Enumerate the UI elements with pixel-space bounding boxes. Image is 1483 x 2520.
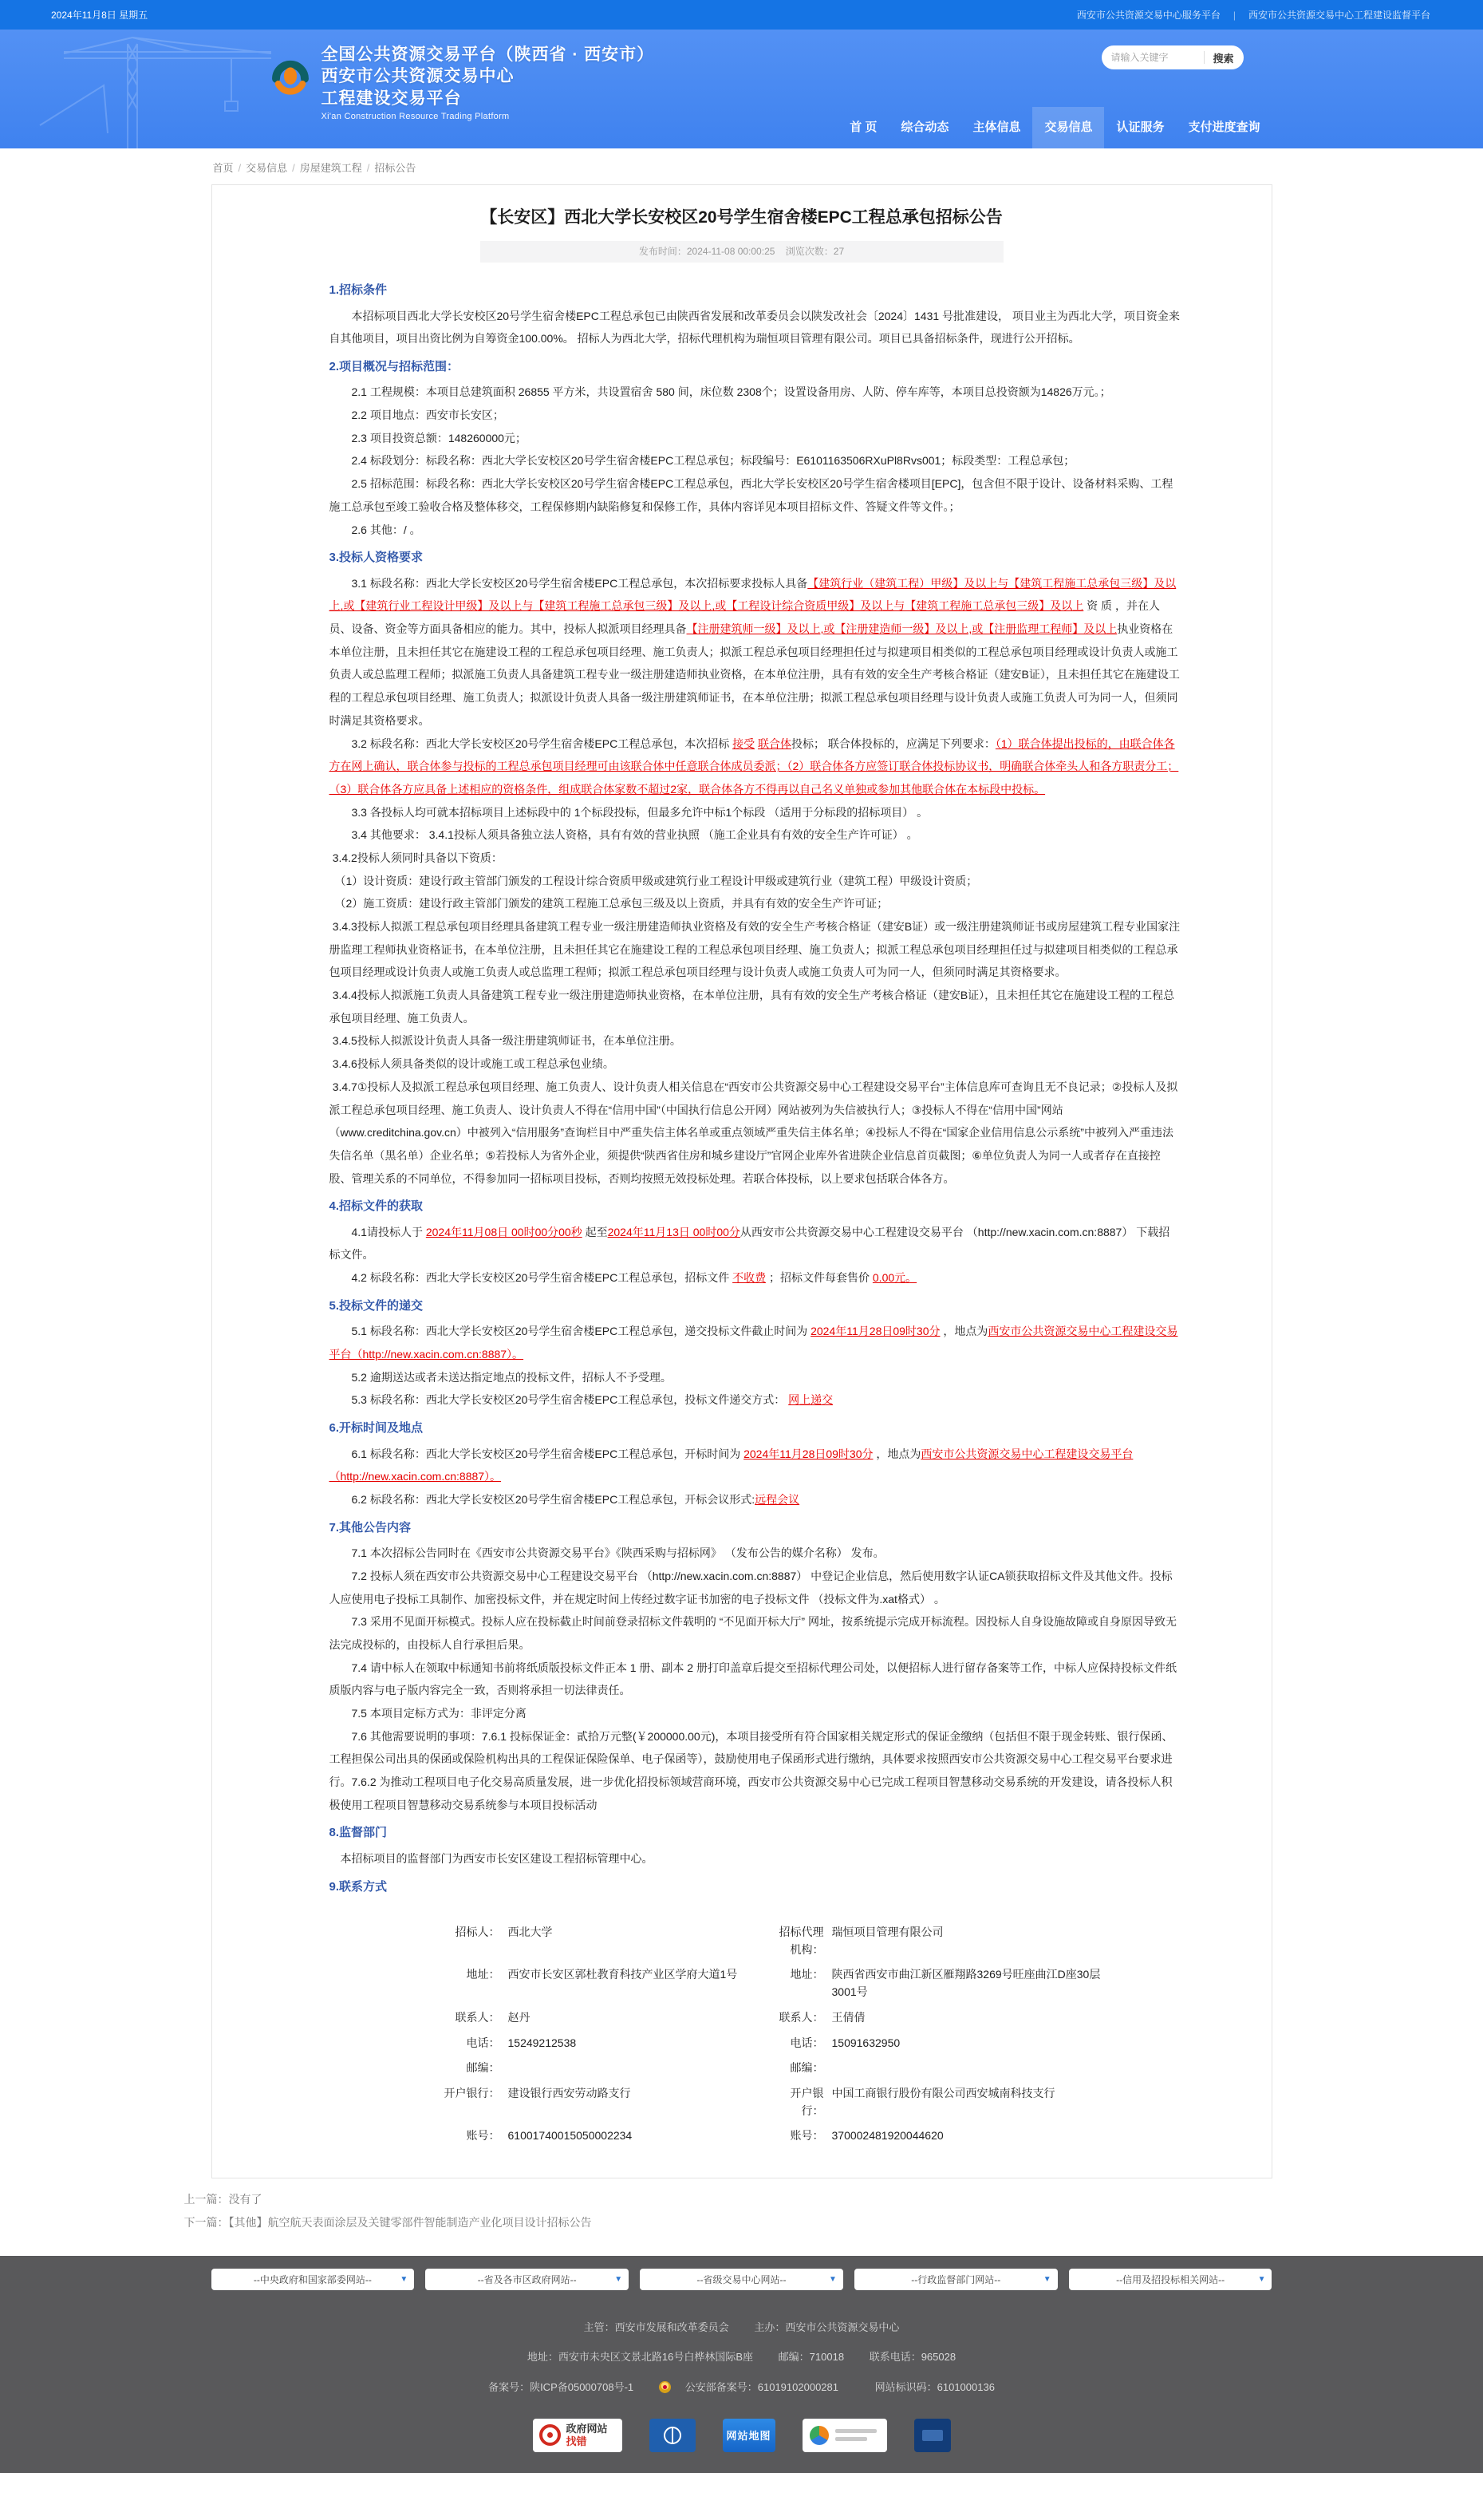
footer-link-select-0[interactable] [211, 2269, 415, 2290]
footer-supervisor: 主管：西安市发展和改革委员会 [583, 2321, 729, 2333]
current-date: 2024年11月8日 星期五 [51, 10, 148, 21]
view-count: 浏览次数：27 [785, 246, 845, 257]
emphasis-red-text: 网上递交 [788, 1393, 834, 1407]
contact-value: 西安市长安区郭杜教育科技产业区学府大道1号 [507, 1968, 738, 1981]
breadcrumb-item-2[interactable]: 房屋建筑工程 [299, 162, 362, 174]
nav-item-认证服务[interactable]: 认证服务 [1116, 120, 1165, 134]
body-text: 3.4 其他要求： 3.4.1投标人须具备独立法人资格，具有有效的营业执照 （施工企业具有有效的安全生产许可证） 。 [351, 828, 918, 842]
mini-badge-icon [922, 2430, 943, 2441]
contact-label: 邮编： [466, 2061, 500, 2075]
section-heading-4: 4.招标文件的获取 [329, 1199, 424, 1214]
breadcrumb-separator: / [366, 162, 370, 174]
body-text: 7.5 本项目定标方式为：非评定分离 [351, 1706, 527, 1720]
footer-organizer: 主办：西安市公共资源交易中心 [754, 2321, 900, 2333]
police-emblem-icon [659, 2381, 671, 2393]
footer-link-select-3[interactable] [854, 2269, 1058, 2290]
contact-value [829, 2056, 1103, 2081]
nav-item-首页[interactable]: 首 页 [850, 120, 878, 134]
body-text: 2.6 其他：/ 。 [351, 523, 421, 536]
announcement-paragraph [329, 1657, 1181, 1702]
contact-value [505, 2056, 768, 2081]
chevron-down-icon: ▼ [1043, 2274, 1051, 2284]
supervision-platform-link[interactable]: 西安市公共资源交易中心工程建设监督平台 [1248, 10, 1430, 21]
chevron-down-icon: ▼ [400, 2274, 408, 2284]
link-separator: | [1233, 9, 1236, 21]
contact-label: 联系人： [779, 2010, 824, 2024]
footer-link-select-1[interactable] [425, 2269, 629, 2290]
site-title-line3: 工程建设交易平台 [321, 89, 462, 108]
breadcrumb-separator: / [292, 162, 295, 174]
announcement-paragraph [329, 847, 1181, 870]
emphasis-red-text: 2024年11月08日 00时00分00秒 [425, 1225, 582, 1238]
body-text: 从西安市公共资源交易中心工程建设交易平台 （http://new.xacin.com.cn:8887） 下载招标文件。 [329, 1225, 1170, 1262]
body-text: 5.3 标段名称：西北大学长安校区20号学生宿舍楼EPC工程总承包，投标文件递交方式： [351, 1393, 789, 1407]
body-text: 2.2 项目地点：西安市长安区； [351, 409, 504, 422]
announcement-paragraph [329, 1443, 1181, 1488]
announcement-paragraph [329, 984, 1181, 1029]
footer-select-label: --信用及招投标相关网站-- [1116, 2273, 1225, 2285]
contact-value: 瑞恒项目管理有限公司 [831, 1926, 944, 1939]
footer-phone: 联系电话：965028 [869, 2351, 956, 2364]
footer-link-select-2[interactable] [640, 2269, 843, 2290]
body-text: 3.3 各投标人均可就本招标项目上述标段中的 1个标段投标，但最多允许中标1个标段 （适用于分标段的招标项目） 。 [351, 805, 929, 819]
body-text: （2）施工资质：建设行政主管部门颁发的建筑工程施工总承包三级及以上资质，并具有有效的安全生产许可证； [334, 897, 889, 910]
emblem-globe-icon [664, 2427, 681, 2444]
site-header [0, 30, 1483, 148]
announcement-paragraph [329, 733, 1181, 801]
chevron-down-icon: ▼ [1257, 2274, 1266, 2284]
body-text: 起至 [582, 1225, 608, 1238]
section-heading-7: 7.其他公告内容 [329, 1520, 412, 1535]
friendly-links-selects [211, 2269, 1272, 2290]
body-text: 7.6 其他需要说明的事项：7.6.1 投标保证金：貳拾万元整(￥200000.00元)，本项目接受所有符合国家相关规定形式的保证金缴纳（包括但不限于现金转账、银行保函、工程担保公司出具的保函或保险机构出具的工程保证保险保单、电子保函等），鼓励使用电子保函形式进行缴纳，具体要求按照西安市公共资源交易中心工程交易平台要求进行。7.6.2 为推动工程项目电子化交易高质量发展，进一步优化招投标领域营商环境，西安市公共资源交易中心已完成工程项目智慧移动交易系统的开发建设，请各投标人积极使用工程项目智慧移动交易系统参与本项目投标活动 [329, 1729, 1173, 1811]
announcement-paragraph [329, 449, 1181, 472]
body-text: 3.2 标段名称：西北大学长安校区20号学生宿舍楼EPC工程总承包，本次招标 [351, 737, 733, 750]
shaanxi-platform-logo-icon [810, 2426, 829, 2445]
footer-badges [0, 2403, 1483, 2473]
contact-value: 陕西省西安市曲江新区雁翔路3269号旺座曲江D座30层3001号 [831, 1968, 1101, 1999]
site-title-line2: 西安市公共资源交易中心 [321, 67, 515, 86]
announcement-paragraph [329, 1076, 1181, 1190]
announcement-paragraph [329, 824, 1181, 847]
platform-logo-icon [269, 44, 312, 97]
section-heading-2: 2.项目概况与招标范围： [329, 359, 459, 373]
emphasis-red-text: 2024年11月28日09时30分 [811, 1325, 941, 1338]
body-text: 5.1 标段名称：西北大学长安校区20号学生宿舍楼EPC工程总承包，递交投标文件截止时间为 [351, 1325, 811, 1338]
article-pager [184, 2186, 1300, 2256]
body-text: 5.2 逾期送达或者未送达指定地点的投标文件，招标人不予受理。 [351, 1370, 672, 1384]
footer-info [0, 2313, 1483, 2403]
announcement-body [212, 263, 1272, 1909]
body-text: 3.4.4投标人拟派施工负责人具备建筑工程专业一级注册建造师执业资格，在本单位注册，具有有效的安全生产考核合格证（建安B证），且未担任其它在施建设工程的工程总承包项目经理、施工负责人。 [329, 989, 1175, 1025]
site-title-line1: 全国公共资源交易平台（陕西省 · 西安市） [321, 45, 655, 64]
emphasis-red-text: 【注册建筑师一级】及以上,或【注册建造师一级】及以上,或【注册监理工程师】及以上 [686, 622, 1118, 636]
body-text: 资 质 ，并在人员、设备、资金等方面具备相应的能力。其中，投标人拟派项目经理具备 [329, 599, 1160, 636]
breadcrumb-item-3[interactable]: 招标公告 [374, 162, 416, 174]
body-text: ；招标文件每套售价 [766, 1271, 873, 1285]
contact-value: 王倩倩 [831, 2010, 866, 2024]
announcement-paragraph [329, 1388, 1181, 1412]
emphasis-red-text: 联合体 [758, 737, 791, 750]
emphasis-red-text: 不收费 [732, 1271, 767, 1285]
announcement-paragraph [329, 892, 1181, 915]
contact-label: 电话： [466, 2036, 500, 2049]
section-heading-1: 1.招标条件 [329, 283, 388, 297]
body-text: 7.1 本次招标公告同时在《西安市公共资源交易平台》《陕西采购与招标网》 （发布公告的媒介名称） 发布。 [351, 1546, 885, 1560]
announcement-paragraph [329, 404, 1181, 427]
site-footer [0, 2256, 1483, 2473]
announcement-paragraph [329, 915, 1181, 984]
breadcrumb-item-0[interactable]: 首页 [212, 162, 234, 174]
contact-value: 370002481920044620 [831, 2129, 944, 2143]
footer-select-label: --中央政府和国家部委网站-- [253, 2273, 372, 2285]
contact-table [212, 1920, 1272, 2149]
announcement-paragraph [329, 1725, 1181, 1817]
emphasis-red-text: （1）联合体提出投标的，由联合体各方在网上确认，联合体参与投标的工程总承包项目经理可由该联合体中任意联合体成员委派；（2）联合体各方应签订联合体投标协议书，明确联合体牵头人和各方职责分工；（3）联合体各方应具备上述相应的资格条件，组成联合体家数不超过2家，联合体各方不得再以自己名义单独或参加其他联合体在本标段中投标。 [329, 737, 1179, 796]
contact-value: 15249212538 [507, 2036, 577, 2049]
body-text: 6.2 标段名称：西北大学长安校区20号学生宿舍楼EPC工程总承包，开标会议形式: [351, 1492, 755, 1506]
nav-item-支付进度查询[interactable]: 支付进度查询 [1188, 120, 1260, 134]
announcement-paragraph [329, 870, 1181, 893]
contact-value: 赵丹 [507, 2010, 530, 2024]
contact-value: 61001740015050002234 [507, 2129, 633, 2143]
breadcrumb-item-1[interactable]: 交易信息 [246, 162, 288, 174]
section-heading-6: 6.开标时间及地点 [329, 1421, 424, 1436]
contact-label: 账号： [466, 2129, 500, 2143]
contact-value: 西北大学 [507, 1926, 553, 1939]
announcement-paragraph [329, 572, 1181, 733]
footer-select-label: --行政监督部门网站-- [911, 2273, 1001, 2285]
announcement-paragraph [329, 1565, 1181, 1610]
body-text: 3.4.7①投标人及拟派工程总承包项目经理、施工负责人、设计负责人相关信息在“西安市公共资源交易中心工程建设交易平台”主体信息库可查询且无不良记录；②投标人及拟派工程总承包项目经理、施工负责人、设计负责人不得在“信用中国”（中国执行信息公开网）网站被列为失信被执行人；③投标人不得在“信用中国”网站（www.creditchina.gov.cn）中被列入“信用服务”查询栏目中严重失信主体名单或重点领域严重失信主体名单；④投标人不得在“国家企业信用信息公示系统”中被列入严重违法失信名单（黑名单）企业名单；⑤若投标人为省外企业，须提供“陕西省住房和城乡建设厅”官网企业库外省进陕企业信息首页截图；⑥单位负责人为同一人或者存在直接控股、管理关系的不同单位，不得参加同一招标项目投标，否则均按照无效投标处理。若联合体投标，以上要求包括联合体各方。 [329, 1080, 1178, 1185]
blue-emblem-badge[interactable] [649, 2419, 696, 2452]
emphasis-red-text: 【建筑行业（建筑工程）甲级】及以上与【建筑工程施工总承包三级】及以上,或【建筑行业工程设计甲级】及以上与【建筑工程施工总承包三级】及以上,或【工程设计综合资质甲级】及以上与【建筑工程施工总承包三级】及以上 [329, 576, 1177, 613]
announcement-paragraph [329, 1366, 1181, 1389]
announcement-paragraph [329, 1029, 1181, 1053]
announcement-paragraph [329, 519, 1181, 542]
contact-value: 建设银行西安劳动路支行 [507, 2086, 631, 2099]
footer-select-label: --省级交易中心网站-- [696, 2273, 787, 2285]
site-brand [269, 44, 655, 122]
breadcrumb-separator: / [238, 162, 242, 174]
contact-label: 邮编： [790, 2061, 824, 2075]
contact-label: 电话： [790, 2036, 824, 2049]
announcement-paragraph [329, 1847, 1181, 1870]
gov-site-error-report-badge[interactable]: 政府网站 找错 [533, 2419, 622, 2452]
contact-label: 联系人： [455, 2010, 500, 2024]
body-text: ，地点为 [940, 1325, 988, 1338]
announcement-paragraph [329, 1266, 1181, 1290]
announcement-paragraph [329, 381, 1181, 404]
announcement-paragraph [329, 1488, 1181, 1511]
breadcrumb [211, 148, 1272, 184]
contact-label: 地址： [466, 1968, 500, 1981]
emphasis-red-text: 远程会议 [755, 1492, 800, 1506]
next-article-label: 下一篇： [183, 2216, 229, 2230]
body-text: 3.1 标段名称：西北大学长安校区20号学生宿舍楼EPC工程总承包，本次招标要求投标人具备 [351, 576, 808, 590]
contact-label: 招标人： [455, 1926, 500, 1939]
body-text: 3.4.6投标人须具备类似的设计或施工或工程总承包业绩。 [332, 1057, 614, 1071]
body-text: 3.4.5投标人拟派设计负责人具备一级注册建筑师证书，在本单位注册。 [332, 1034, 681, 1048]
footer-select-label: --省及各市区政府网站-- [477, 2273, 577, 2285]
badge-text-lines [835, 2429, 877, 2441]
contact-label: 开户银行： [790, 2086, 824, 2117]
main-navigation [838, 107, 1272, 148]
section-heading-8: 8.监督部门 [329, 1826, 388, 1840]
emphasis-red-text: 接受 [732, 737, 755, 750]
emphasis-red-text: 西安市公共资源交易中心工程建设交易平台（http://new.xacin.com.cn:8887）。 [329, 1325, 1178, 1361]
section-heading-5: 5.投标文件的递交 [329, 1298, 424, 1313]
body-text: 6.1 标段名称：西北大学长安校区20号学生宿舍楼EPC工程总承包，开标时间为 [351, 1447, 744, 1460]
body-text: 4.1请投标人于 [351, 1225, 426, 1238]
body-text: ，地点为 [873, 1447, 921, 1460]
announcement-paragraph [329, 1053, 1181, 1076]
search-box [1102, 45, 1244, 69]
contact-label: 开户银行： [444, 2086, 500, 2099]
announcement-card [211, 184, 1272, 2178]
footer-address: 地址：西安市未央区文景北路16号白桦林国际B座 [527, 2351, 754, 2364]
site-map-badge[interactable]: 网站地图 [723, 2419, 775, 2452]
body-text: 7.3 采用不见面开标模式。投标人应在投标截止时间前登录招标文件载明的 “不见面开标大厅” 网址，按系统提示完成开标流程。因投标人自身设施故障或自身原因导致无法完成投标的，由投标人自行承担后果。 [329, 1615, 1177, 1651]
body-text: 4.2 标段名称：西北大学长安校区20号学生宿舍楼EPC工程总承包，招标文件 [351, 1271, 733, 1285]
contact-value: 15091632950 [831, 2036, 901, 2049]
nav-item-交易信息[interactable]: 交易信息 [1032, 107, 1104, 148]
prev-article: 上一篇：没有了 [183, 2192, 262, 2206]
contact-label: 账号： [790, 2129, 824, 2143]
emphasis-red-text: 2024年11月28日09时30分 [743, 1447, 874, 1460]
search-divider [1204, 51, 1205, 64]
body-text: 投标； 联合体投标的，应满足下列要求： [791, 737, 996, 750]
footer-police-record: 公安部备案号：61019102000281 [659, 2381, 850, 2393]
chevron-down-icon: ▼ [828, 2274, 837, 2284]
body-text: （1）设计资质：建设行政主管部门颁发的工程设计综合资质甲级或建筑行业工程设计甲级或建筑行业（建筑工程）甲级设计资质； [334, 874, 978, 887]
top-utility-bar [0, 0, 1483, 30]
announcement-paragraph [329, 801, 1181, 824]
announcement-paragraph [329, 1610, 1181, 1656]
footer-postcode: 邮编：710018 [778, 2351, 845, 2364]
service-platform-link[interactable]: 西安市公共资源交易中心服务平台 [1076, 10, 1221, 21]
contact-label: 地址： [790, 1968, 824, 1981]
shaanxi-platform-badge[interactable] [803, 2419, 887, 2452]
next-article-link[interactable]: 【其他】航空航天表面涂层及关键零部件智能制造产业化项目设计招标公告 [228, 2216, 592, 2230]
announcement-paragraph [329, 1320, 1181, 1365]
announcement-paragraph [329, 427, 1181, 450]
body-text: 3.4.2投标人须同时具备以下资质： [332, 851, 503, 864]
body-text: 7.4 请中标人在领取中标通知书前将纸质版投标文件正本 1 册、副本 2 册打印盖章后提交至招标代理公司处，以便招标人进行留存备案等工作，中标人应保持投标文件纸质版内容与电子版内容完全一致，否则将承担一切法律责任。 [329, 1661, 1177, 1697]
search-button[interactable]: 搜索 [1211, 50, 1240, 65]
body-text: 2.5 招标范围：标段名称：西北大学长安校区20号学生宿舍楼EPC工程总承包，西北大学长安校区20号学生宿舍楼项目[EPC]，包含但不限于设计、设备材料采购、工程施工总承包至竣工验收合格及整体移交，工程保修期内缺陷修复和保修工作，具体内容详见本项目招标文件、答疑文件等文件。； [329, 477, 1173, 513]
announcement-paragraph [329, 1221, 1181, 1266]
emphasis-red-text: 西安市公共资源交易中心工程建设交易平台（http://new.xacin.com.cn:8887）。 [329, 1447, 1134, 1483]
announcement-meta [480, 241, 1004, 263]
contact-label: 招标代理机构： [779, 1926, 824, 1956]
portal-links [1077, 8, 1430, 22]
nav-item-综合动态[interactable]: 综合动态 [901, 120, 949, 134]
announcement-title: 【长安区】西北大学长安校区20号学生宿舍楼EPC工程总承包招标公告 [480, 208, 1003, 227]
body-text: 本招标项目西北大学长安校区20号学生宿舍楼EPC工程总承包已由陕西省发展和改革委员会以陕发改社会〔2024〕1431 号批准建设， 项目业主为西北大学，项目资金来自其他项目，项目出资比例为自筹资金100.00%。 招标人为西北大学，招标代理机构为瑞恒项目管理有限公司。项目已具备招标条件，现进行公开招标。 [329, 309, 1180, 346]
footer-icp: 备案号：陕ICP备05000708号-1 [488, 2381, 634, 2394]
nav-item-主体信息[interactable]: 主体信息 [972, 120, 1021, 134]
error-report-seal-icon [539, 2424, 561, 2446]
section-heading-9: 9.联系方式 [329, 1879, 388, 1894]
body-text: 7.2 投标人须在西安市公共资源交易中心工程建设交易平台 （http://new.xacin.com.cn:8887） 中登记企业信息，然后使用数字认证CA锁获取招标文件及其他文件。投标人应使用电子投标工具制作、加密投标文件，并在规定时间上传经过数字证书加密的电子投标文件 （投标文件为.xat格式） 。 [329, 1569, 1173, 1606]
footer-link-select-4[interactable] [1069, 2269, 1272, 2290]
contact-value: 中国工商银行股份有限公司西安城南科技支行 [831, 2086, 1055, 2099]
chevron-down-icon: ▼ [614, 2274, 623, 2284]
search-input[interactable] [1111, 52, 1198, 63]
publish-time: 发布时间：2024-11-08 00:00:25 [638, 246, 775, 257]
footer-site-code: 网站标识码：6101000136 [874, 2381, 995, 2394]
dark-mini-badge[interactable] [914, 2419, 951, 2452]
site-title-english: Xi'an Construction Resource Trading Platform [321, 111, 510, 121]
body-text: 2.3 项目投资总额：148260000元； [351, 431, 527, 444]
section-heading-3: 3.投标人资格要求 [329, 551, 424, 565]
body-text: 2.4 标段划分：标段名称：西北大学长安校区20号学生宿舍楼EPC工程总承包；标段编号：E6101163506RXuPl8Rvs001；标段类型：工程总承包； [351, 454, 1075, 468]
announcement-paragraph [329, 1542, 1181, 1565]
emphasis-red-text: 0.00元。 [872, 1271, 917, 1285]
body-text: 执业资格在本单位注册，且未担任其它在施建设工程的工程总承包项目经理、施工负责人；拟派工程总承包项目经理担任过与拟建项目相类似的工程总承包项目经理或设计负责人或施工负责人或总监理工程师；拟派施工负责人具备建筑工程专业一级注册建造师执业资格，在本单位注册，具有有效的安全生产考核合格证（建安B证），且未担任其它在施建设工程的工程总承包项目经理、施工负责人；拟派设计负责人具备一级注册建筑师证书，在本单位注册；拟派工程总承包项目经理与设计负责人或施工负责人可为同一人，但须同时满足其资格要求。 [329, 622, 1180, 727]
announcement-paragraph [329, 305, 1181, 350]
body-text: 本招标项目的监督部门为西安市长安区建设工程招标管理中心。 [340, 1851, 653, 1865]
announcement-paragraph [329, 472, 1181, 518]
body-text: 3.4.3投标人拟派工程总承包项目经理具备建筑工程专业一级注册建造师执业资格及有效的安全生产考核合格证（建安B证）或一级注册建筑师证书或房屋建筑工程专业国家注册监理工程师执业资格证书，在本单位注册，且未担任其它在施建设工程的工程总承包项目经理、施工负责人；拟派工程总承包项目经理担任过与拟建项目相类似的工程总承包项目经理或设计负责人或施工负责人或总监理工程师；拟派工程总承包项目经理与设计负责人或施工负责人可为同一人，但须同时满足其资格要求。 [329, 920, 1181, 979]
announcement-paragraph [329, 1702, 1181, 1725]
body-text: 2.1 工程规模：本项目总建筑面积 26855 平方米，共设置宿舍 580 间，床位数 2308个；设置设备用房、人防、停车库等，本项目总投资额为14826万元。； [351, 385, 1111, 399]
emphasis-red-text: 2024年11月13日 00时00分 [607, 1225, 740, 1238]
